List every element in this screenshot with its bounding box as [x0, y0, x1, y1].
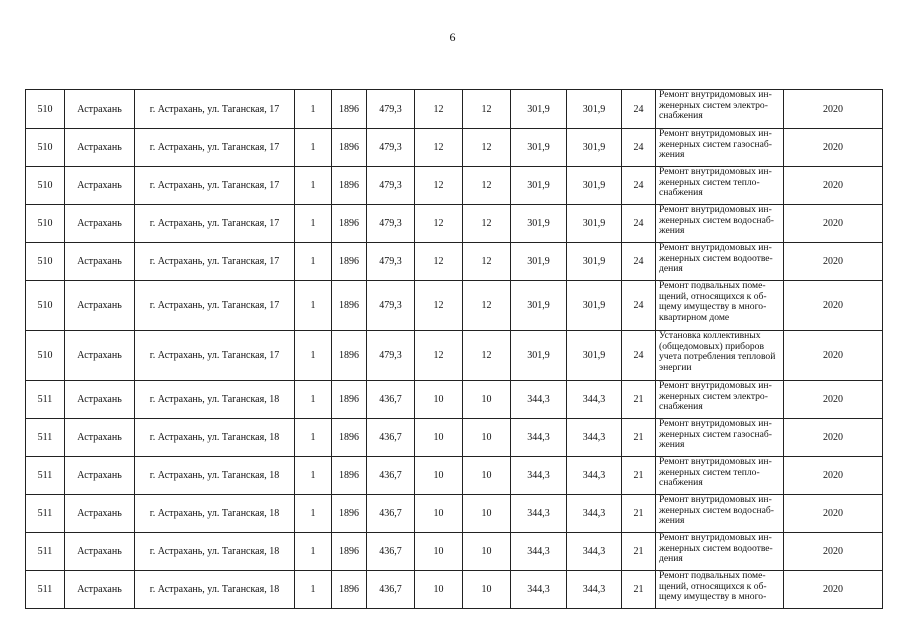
cell-house-id: 511: [26, 571, 65, 609]
cell-plan-year: 2020: [784, 381, 883, 419]
cell-apartments: 10: [415, 571, 463, 609]
cell-apartments: 10: [415, 419, 463, 457]
cell-apartments: 10: [415, 457, 463, 495]
cell-residential-apartments: 12: [463, 205, 511, 243]
cell-house-id: 510: [26, 281, 65, 331]
cell-entrances: 1: [295, 571, 332, 609]
cell-work-type: Ремонт внутридомовых ин- женерных систем газоснаб- жения: [656, 419, 784, 457]
cell-apartments: 12: [415, 331, 463, 381]
cell-residential-apartments: 12: [463, 281, 511, 331]
cell-address: г. Астрахань, ул. Таганская, 17: [135, 205, 295, 243]
cell-build-year: 1896: [332, 167, 367, 205]
cell-build-year: 1896: [332, 281, 367, 331]
cell-work-type: Ремонт внутридомовых ин- женерных систем электро- снабжения: [656, 381, 784, 419]
cell-total-area: 479,3: [367, 129, 415, 167]
cell-residents: 24: [622, 243, 656, 281]
page-number: 6: [449, 30, 456, 44]
cell-residential-area: 301,9: [511, 243, 567, 281]
cell-total-area: 436,7: [367, 571, 415, 609]
cell-entrances: 1: [295, 331, 332, 381]
table-row: [26, 281, 883, 331]
cell-total-area: 479,3: [367, 243, 415, 281]
cell-city: Астрахань: [65, 90, 135, 129]
cell-residential-apartments: 12: [463, 90, 511, 129]
cell-house-id: 510: [26, 243, 65, 281]
cell-apartments: 10: [415, 495, 463, 533]
cell-owned-area: 344,3: [567, 381, 622, 419]
cell-address: г. Астрахань, ул. Таганская, 17: [135, 243, 295, 281]
cell-total-area: 436,7: [367, 533, 415, 571]
cell-house-id: 510: [26, 167, 65, 205]
cell-address: г. Астрахань, ул. Таганская, 18: [135, 381, 295, 419]
cell-build-year: 1896: [332, 331, 367, 381]
cell-residents: 24: [622, 205, 656, 243]
cell-build-year: 1896: [332, 129, 367, 167]
cell-address: г. Астрахань, ул. Таганская, 18: [135, 419, 295, 457]
cell-total-area: 479,3: [367, 281, 415, 331]
cell-entrances: 1: [295, 457, 332, 495]
cell-residential-area: 344,3: [511, 571, 567, 609]
cell-owned-area: 344,3: [567, 457, 622, 495]
cell-plan-year: 2020: [784, 90, 883, 129]
cell-build-year: 1896: [332, 381, 367, 419]
cell-house-id: 511: [26, 533, 65, 571]
cell-residential-apartments: 12: [463, 167, 511, 205]
cell-work-type: Ремонт внутридомовых ин- женерных систем тепло- снабжения: [656, 457, 784, 495]
cell-residential-area: 301,9: [511, 167, 567, 205]
cell-address: г. Астрахань, ул. Таганская, 18: [135, 533, 295, 571]
table-row: [26, 205, 883, 243]
cell-total-area: 479,3: [367, 331, 415, 381]
cell-residential-area: 344,3: [511, 495, 567, 533]
cell-plan-year: 2020: [784, 129, 883, 167]
cell-plan-year: 2020: [784, 533, 883, 571]
cell-residential-area: 344,3: [511, 419, 567, 457]
cell-work-type: Ремонт внутридомовых ин- женерных систем водоотве- дения: [656, 533, 784, 571]
cell-residential-area: 301,9: [511, 90, 567, 129]
cell-city: Астрахань: [65, 381, 135, 419]
cell-residential-area: 344,3: [511, 533, 567, 571]
cell-work-type: Ремонт подвальных поме- щений, относящихся к об- щему имуществу в много-: [656, 571, 784, 609]
cell-address: г. Астрахань, ул. Таганская, 18: [135, 457, 295, 495]
cell-residential-area: 301,9: [511, 331, 567, 381]
cell-city: Астрахань: [65, 495, 135, 533]
cell-residential-area: 344,3: [511, 457, 567, 495]
table-row: [26, 419, 883, 457]
cell-total-area: 436,7: [367, 381, 415, 419]
cell-residents: 24: [622, 167, 656, 205]
cell-residents: 21: [622, 533, 656, 571]
cell-residential-area: 301,9: [511, 129, 567, 167]
cell-apartments: 12: [415, 243, 463, 281]
cell-plan-year: 2020: [784, 205, 883, 243]
cell-residential-apartments: 10: [463, 381, 511, 419]
cell-entrances: 1: [295, 281, 332, 331]
cell-entrances: 1: [295, 495, 332, 533]
cell-residential-apartments: 10: [463, 495, 511, 533]
table-body: [26, 90, 883, 609]
cell-residential-apartments: 10: [463, 533, 511, 571]
cell-city: Астрахань: [65, 167, 135, 205]
cell-work-type: Ремонт подвальных поме- щений, относящихся к об- щему имуществу в много- квартирном доме: [656, 281, 784, 331]
cell-residents: 21: [622, 381, 656, 419]
cell-residents: 21: [622, 495, 656, 533]
cell-house-id: 510: [26, 205, 65, 243]
cell-total-area: 436,7: [367, 495, 415, 533]
cell-house-id: 510: [26, 90, 65, 129]
cell-residents: 21: [622, 457, 656, 495]
cell-address: г. Астрахань, ул. Таганская, 17: [135, 90, 295, 129]
cell-apartments: 12: [415, 167, 463, 205]
table-row: [26, 457, 883, 495]
cell-owned-area: 301,9: [567, 167, 622, 205]
cell-entrances: 1: [295, 167, 332, 205]
cell-address: г. Астрахань, ул. Таганская, 17: [135, 167, 295, 205]
cell-house-id: 510: [26, 331, 65, 381]
cell-residential-apartments: 10: [463, 571, 511, 609]
cell-work-type: Ремонт внутридомовых ин- женерных систем водоснаб- жения: [656, 495, 784, 533]
cell-entrances: 1: [295, 129, 332, 167]
cell-city: Астрахань: [65, 331, 135, 381]
cell-plan-year: 2020: [784, 243, 883, 281]
cell-work-type: Ремонт внутридомовых ин- женерных систем электро- снабжения: [656, 90, 784, 129]
table-row: [26, 90, 883, 129]
cell-address: г. Астрахань, ул. Таганская, 18: [135, 495, 295, 533]
cell-residential-apartments: 10: [463, 419, 511, 457]
cell-city: Астрахань: [65, 571, 135, 609]
cell-residential-apartments: 10: [463, 457, 511, 495]
cell-work-type: Установка коллективных (общедомовых) приборов учета потребления тепловой энергии: [656, 331, 784, 381]
cell-work-type: Ремонт внутридомовых ин- женерных систем газоснаб- жения: [656, 129, 784, 167]
table-row: [26, 495, 883, 533]
cell-entrances: 1: [295, 90, 332, 129]
cell-owned-area: 344,3: [567, 571, 622, 609]
table-row: [26, 243, 883, 281]
cell-build-year: 1896: [332, 90, 367, 129]
cell-build-year: 1896: [332, 457, 367, 495]
table-row: [26, 331, 883, 381]
cell-city: Астрахань: [65, 281, 135, 331]
cell-build-year: 1896: [332, 243, 367, 281]
cell-house-id: 511: [26, 457, 65, 495]
cell-work-type: Ремонт внутридомовых ин- женерных систем водоснаб- жения: [656, 205, 784, 243]
cell-residents: 24: [622, 331, 656, 381]
capital-repair-table: [25, 89, 883, 609]
cell-entrances: 1: [295, 419, 332, 457]
table-row: [26, 533, 883, 571]
cell-work-type: Ремонт внутридомовых ин- женерных систем водоотве- дения: [656, 243, 784, 281]
table-row: [26, 381, 883, 419]
cell-entrances: 1: [295, 533, 332, 571]
cell-residents: 21: [622, 419, 656, 457]
cell-city: Астрахань: [65, 205, 135, 243]
cell-address: г. Астрахань, ул. Таганская, 18: [135, 571, 295, 609]
cell-total-area: 479,3: [367, 205, 415, 243]
cell-owned-area: 301,9: [567, 129, 622, 167]
cell-total-area: 479,3: [367, 90, 415, 129]
cell-residential-area: 344,3: [511, 381, 567, 419]
cell-address: г. Астрахань, ул. Таганская, 17: [135, 129, 295, 167]
cell-residential-area: 301,9: [511, 205, 567, 243]
cell-total-area: 479,3: [367, 167, 415, 205]
cell-city: Астрахань: [65, 533, 135, 571]
cell-city: Астрахань: [65, 243, 135, 281]
cell-owned-area: 344,3: [567, 495, 622, 533]
cell-build-year: 1896: [332, 571, 367, 609]
cell-build-year: 1896: [332, 205, 367, 243]
cell-city: Астрахань: [65, 419, 135, 457]
cell-owned-area: 344,3: [567, 533, 622, 571]
cell-owned-area: 301,9: [567, 243, 622, 281]
cell-build-year: 1896: [332, 495, 367, 533]
cell-owned-area: 344,3: [567, 419, 622, 457]
cell-residential-apartments: 12: [463, 243, 511, 281]
cell-city: Астрахань: [65, 129, 135, 167]
cell-apartments: 12: [415, 90, 463, 129]
cell-apartments: 12: [415, 281, 463, 331]
cell-house-id: 511: [26, 495, 65, 533]
cell-address: г. Астрахань, ул. Таганская, 17: [135, 331, 295, 381]
cell-residents: 24: [622, 129, 656, 167]
cell-owned-area: 301,9: [567, 90, 622, 129]
cell-house-id: 511: [26, 381, 65, 419]
cell-plan-year: 2020: [784, 495, 883, 533]
cell-house-id: 511: [26, 419, 65, 457]
cell-total-area: 436,7: [367, 419, 415, 457]
cell-residential-apartments: 12: [463, 129, 511, 167]
cell-residents: 21: [622, 571, 656, 609]
table-row: [26, 129, 883, 167]
cell-entrances: 1: [295, 381, 332, 419]
cell-entrances: 1: [295, 205, 332, 243]
cell-work-type: Ремонт внутридомовых ин- женерных систем тепло- снабжения: [656, 167, 784, 205]
cell-plan-year: 2020: [784, 331, 883, 381]
cell-residential-area: 301,9: [511, 281, 567, 331]
cell-plan-year: 2020: [784, 419, 883, 457]
cell-build-year: 1896: [332, 419, 367, 457]
cell-apartments: 12: [415, 205, 463, 243]
cell-residents: 24: [622, 90, 656, 129]
cell-owned-area: 301,9: [567, 331, 622, 381]
cell-residents: 24: [622, 281, 656, 331]
cell-plan-year: 2020: [784, 457, 883, 495]
cell-plan-year: 2020: [784, 167, 883, 205]
cell-total-area: 436,7: [367, 457, 415, 495]
cell-apartments: 10: [415, 533, 463, 571]
cell-plan-year: 2020: [784, 281, 883, 331]
table-row: [26, 167, 883, 205]
cell-apartments: 12: [415, 129, 463, 167]
cell-plan-year: 2020: [784, 571, 883, 609]
cell-owned-area: 301,9: [567, 281, 622, 331]
cell-apartments: 10: [415, 381, 463, 419]
cell-house-id: 510: [26, 129, 65, 167]
cell-city: Астрахань: [65, 457, 135, 495]
cell-owned-area: 301,9: [567, 205, 622, 243]
cell-residential-apartments: 12: [463, 331, 511, 381]
table-row: [26, 571, 883, 609]
cell-build-year: 1896: [332, 533, 367, 571]
cell-entrances: 1: [295, 243, 332, 281]
cell-address: г. Астрахань, ул. Таганская, 17: [135, 281, 295, 331]
